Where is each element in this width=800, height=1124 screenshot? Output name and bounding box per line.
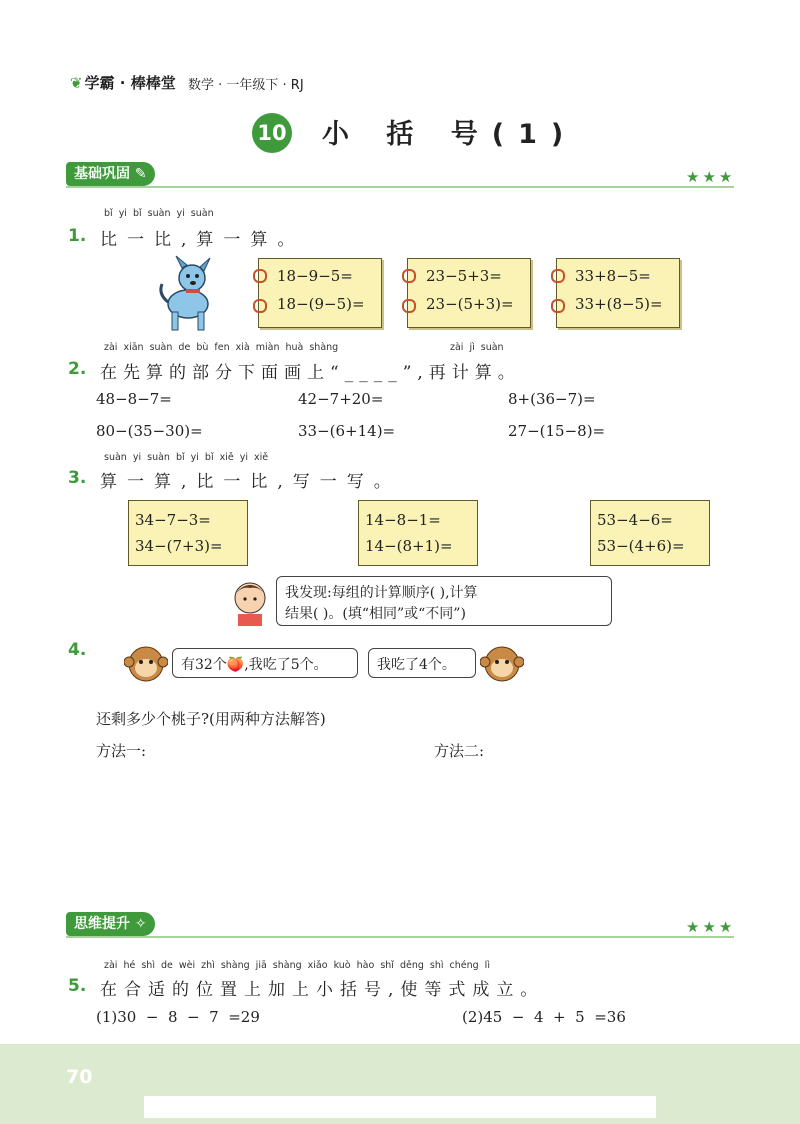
footer-blank-box xyxy=(144,1096,656,1118)
equation-1: (1)30 − 8 − 7 =29 xyxy=(96,1008,260,1026)
sparkle-icon: ✧ xyxy=(134,916,147,932)
ring-icon xyxy=(551,269,565,283)
pinyin-line: bǐ yi bǐ suàn yi suàn xyxy=(104,208,214,219)
expression: 34−(7+3)= xyxy=(135,537,223,555)
q3-note-2 xyxy=(358,500,478,566)
section-tag-thinking xyxy=(66,912,155,936)
section-rule xyxy=(66,936,734,938)
monkey-left-illustration xyxy=(124,642,168,686)
section-rule xyxy=(66,186,734,188)
monkey-right-illustration xyxy=(480,642,524,686)
ring-icon xyxy=(402,269,416,283)
expression: 33−(6+14)= xyxy=(298,422,396,440)
expression: 8+(36−7)= xyxy=(508,390,596,408)
ring-icon xyxy=(253,299,267,313)
page-number: 70 xyxy=(66,1066,93,1088)
expression: 53−4−6= xyxy=(597,511,673,529)
bubble-text: 有32个🍑,我吃了5个。 xyxy=(181,657,328,673)
question-number: 5. xyxy=(68,976,87,996)
pinyin-line: suàn yi suàn bǐ yi bǐ xiě yi xiě xyxy=(104,452,269,463)
finding-bubble xyxy=(276,576,612,626)
method-one-label: 方法一: xyxy=(96,742,147,760)
expression: 34−7−3= xyxy=(135,511,211,529)
expression: 14−8−1= xyxy=(365,511,441,529)
q4-question: 还剩多少个桃子?(用两种方法解答) xyxy=(96,710,326,728)
brand-text: 学霸 · 棒棒堂 xyxy=(84,74,176,92)
question-number: 2. xyxy=(68,359,87,379)
q1-card-2 xyxy=(407,258,531,328)
q3-note-3 xyxy=(590,500,710,566)
question-number: 1. xyxy=(68,226,87,246)
expression: 23−(5+3)= xyxy=(426,295,514,313)
expression: 33+8−5= xyxy=(575,267,651,285)
expression: 18−9−5= xyxy=(277,267,353,285)
q1-card-1 xyxy=(258,258,382,328)
section-label: 思维提升 xyxy=(74,916,130,932)
expression: 48−8−7= xyxy=(96,390,172,408)
expression: 18−(9−5)= xyxy=(277,295,365,313)
q3-note-1 xyxy=(128,500,248,566)
ring-icon xyxy=(551,299,565,313)
speech-bubble-2 xyxy=(368,648,476,678)
speech-bubble-1 xyxy=(172,648,358,678)
method-two-label: 方法二: xyxy=(434,742,485,760)
brand-logo xyxy=(70,72,176,93)
pinyin-line: zài xiān suàn de bù fen xià miàn huà shàng xyxy=(104,342,339,353)
page-title: 小 括 号(1) xyxy=(322,119,578,150)
equation-2: (2)45 − 4 + 5 =36 xyxy=(462,1008,626,1026)
section-tag-basic xyxy=(66,162,155,186)
q1-card-3 xyxy=(556,258,680,328)
section-label: 基础巩固 xyxy=(74,166,130,182)
expression: 80−(35−30)= xyxy=(96,422,203,440)
question-number: 3. xyxy=(68,468,87,488)
ring-icon xyxy=(402,299,416,313)
expression: 23−5+3= xyxy=(426,267,502,285)
question-number: 4. xyxy=(68,640,87,660)
expression: 33+(8−5)= xyxy=(575,295,663,313)
question-text: 比一比,算一算。 xyxy=(100,230,305,250)
difficulty-stars: ★★★ xyxy=(686,918,736,936)
expression: 14−(8+1)= xyxy=(365,537,453,555)
expression: 42−7+20= xyxy=(298,390,384,408)
pinyin-line: zài jì suàn xyxy=(450,342,504,353)
question-text: 算一算,比一比,写一写。 xyxy=(100,472,401,492)
difficulty-stars: ★★★ xyxy=(686,168,736,186)
expression: 53−(4+6)= xyxy=(597,537,685,555)
pencil-icon: ✎ xyxy=(134,166,147,182)
pinyin-line: zài hé shì de wèi zhì shàng jiā shàng xiǎo kuò hào shǐ děng shì chéng lì xyxy=(104,960,490,971)
expression: 27−(15−8)= xyxy=(508,422,606,440)
finding-text-2: 结果( )。(填“相同”或“不同”) xyxy=(285,606,466,622)
lesson-number: 10 xyxy=(252,113,292,153)
dog-illustration xyxy=(154,254,218,332)
question-text: 在合适的位置上加上小括号,使等式成立。 xyxy=(100,980,545,1000)
bubble-text: 我吃了4个。 xyxy=(377,657,456,673)
leaf-icon: ❦ xyxy=(70,74,83,92)
question-text: 在先算的部分下面画上“____”,再计算。 xyxy=(100,363,521,383)
finding-text-1: 我发现:每组的计算顺序( ),计算 xyxy=(285,585,478,601)
subject-label: 数学 · 一年级下 · RJ xyxy=(188,78,304,93)
ring-icon xyxy=(253,269,267,283)
boy-illustration xyxy=(228,576,272,626)
